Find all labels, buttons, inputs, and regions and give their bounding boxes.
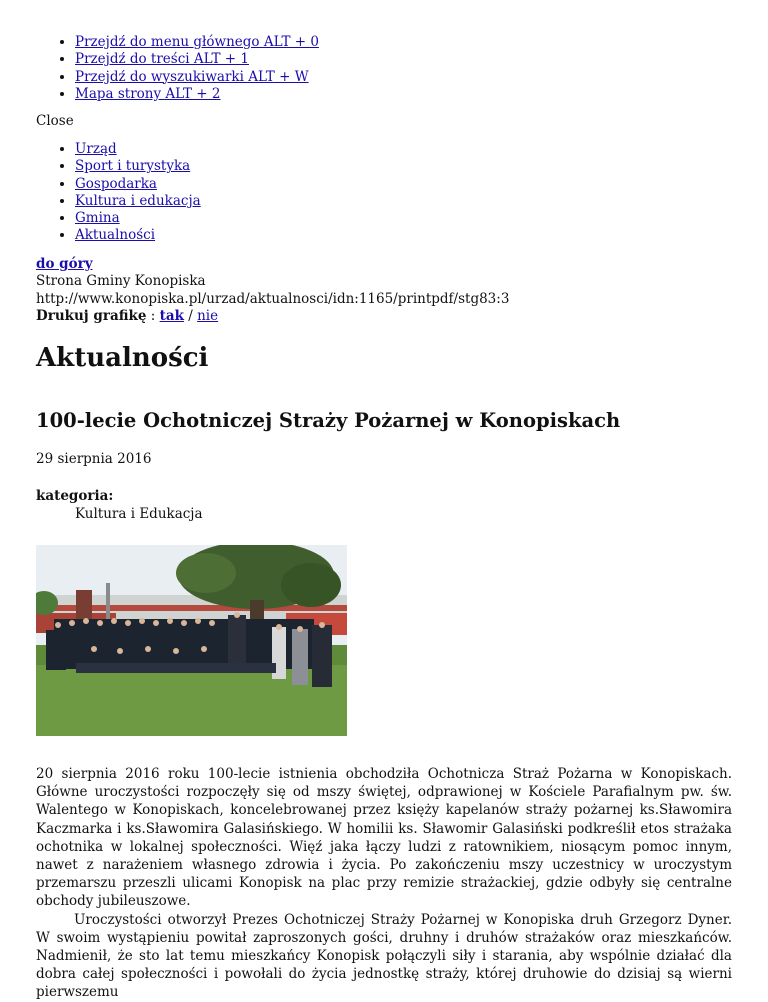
print-no-link[interactable]: nie (197, 308, 219, 325)
slash: / (188, 308, 193, 325)
menu-link-gospodarka[interactable]: Gospodarka (75, 175, 157, 192)
print-meta (36, 256, 509, 326)
menu-item (75, 176, 201, 193)
photo-building-door (76, 590, 92, 622)
print-graphics-row (36, 308, 509, 325)
menu-link-kultura[interactable]: Kultura i edukacja (75, 192, 201, 209)
skip-link-search (75, 69, 319, 86)
photo-front-row (76, 663, 276, 673)
menu-item (75, 210, 201, 227)
menu-item (75, 193, 201, 210)
page-title: Aktualności (36, 343, 209, 373)
menu-link-gmina[interactable]: Gmina (75, 210, 120, 227)
article-photo (36, 545, 347, 736)
skip-link[interactable]: Przejdź do treści ALT + 1 (75, 51, 249, 68)
menu-item (75, 227, 201, 244)
print-graphics-label: Drukuj grafikę (36, 308, 147, 325)
category-label: kategoria: (36, 488, 114, 504)
back-to-top-link[interactable]: do góry (36, 256, 93, 272)
skip-links (0, 34, 319, 103)
article-date: 29 sierpnia 2016 (36, 451, 152, 467)
close-label[interactable]: Close (36, 113, 74, 129)
photo-person (46, 630, 66, 670)
menu-link-urzad[interactable]: Urząd (75, 141, 117, 157)
skip-link-sitemap (75, 86, 319, 103)
skip-link-main-menu (75, 34, 319, 51)
article-title: 100-lecie Ochotniczej Straży Pożarnej w Konopiskach (36, 409, 621, 432)
print-yes-link[interactable]: tak (159, 308, 184, 325)
article-body (36, 765, 732, 1002)
skip-link[interactable]: Mapa strony ALT + 2 (75, 85, 221, 102)
photo-person (312, 625, 332, 687)
site-name: Strona Gminy Konopiska (36, 273, 206, 290)
skip-link[interactable]: Przejdź do menu głównego ALT + 0 (75, 34, 319, 50)
menu-link-sport[interactable]: Sport i turystyka (75, 158, 191, 175)
photo-tree-crown (176, 553, 236, 593)
main-menu (0, 141, 201, 245)
category-value: Kultura i Edukacja (75, 506, 203, 522)
skip-link-content (75, 51, 319, 68)
photo-tree-crown (281, 563, 341, 607)
separator: : (150, 308, 156, 325)
article-paragraph: 20 sierpnia 2016 roku 100-lecie istnienia obchodziła Ochotnicza Straż Pożarna w Konopiskach. Główne uroczystości rozpoczęły się od mszy świętej, odprawionej w Kościele Parafialnym pw. św. Walentego w Konopiskach, koncelebrowanej przez księży kapelanów straży pożarnej ks.Sławomira Kaczmarka i ks.Sławomira Galasińskiego. W homilii ks. Sławomir Galasiński podkreślił etos strażaka ochotnika w lokalnej społeczności. Więź jaka łączy ludzi z ratownikiem, niosącym pomoc innym, nawet z narażeniem własnego zdrowia i życia. Po zakończeniu mszy uczestnicy w uroczystym przemarszu przeszli ulicami Konopisk na plac przy remizie strażackiej, gdzie odbyły się centralne obchody jubileuszowe. (36, 766, 732, 910)
photo-person-grey-suit (292, 629, 308, 685)
menu-link-aktualnosci[interactable]: Aktualności (75, 227, 156, 244)
menu-item (75, 141, 201, 158)
menu-item (75, 158, 201, 175)
skip-link[interactable]: Przejdź do wyszukiwarki ALT + W (75, 68, 309, 85)
article-paragraph: Uroczystości otworzył Prezes Ochotniczej Straży Pożarnej w Konopiska druh Grzegorz Dyner. W swoim wystąpieniu powitał zaproszonych gości, druhny i druhów strażaków oraz mieszkańców. Nadmienił, że sto lat temu mieszkańcy Konopisk połączyli siły i starania, aby wspólnie działać dla dobra całej społeczności i powołali do życia jednostkę straży, której druhowie do dzisiaj są wierni pierwszemu (36, 911, 732, 1001)
page-url: http://www.konopiska.pl/urzad/aktualnosci/idn:1165/printpdf/stg83:3 (36, 290, 510, 307)
